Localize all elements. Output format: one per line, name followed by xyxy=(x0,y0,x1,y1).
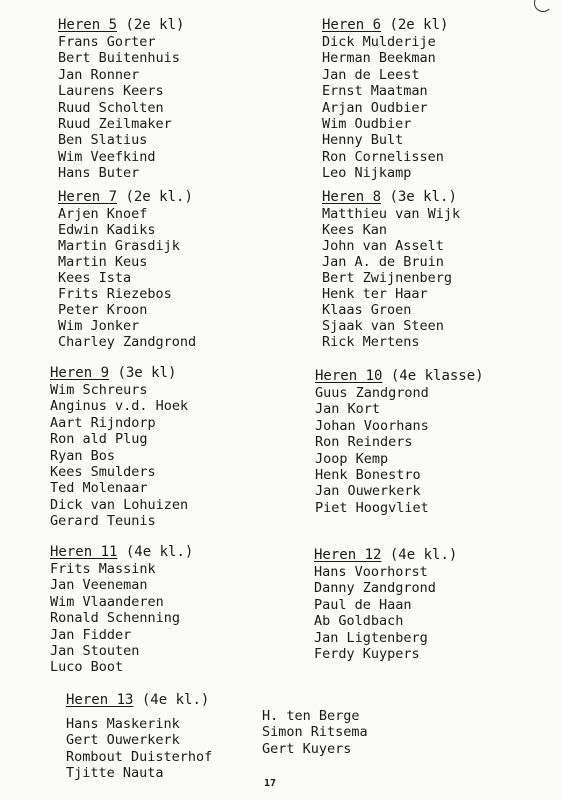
player: Ronald Schenning xyxy=(50,610,181,627)
team-class: (4e kl.) xyxy=(389,547,458,563)
player: Ron Cornelissen xyxy=(322,148,444,165)
team-name: Heren 13 xyxy=(66,692,134,708)
team-name: Heren 12 xyxy=(314,547,382,563)
player: Jan Ronner xyxy=(58,66,140,83)
player: H. ten Berge xyxy=(262,708,360,724)
team-heren-7 xyxy=(58,189,196,350)
player: Aart Rijndorp xyxy=(50,414,156,431)
player: Danny Zandgrond xyxy=(314,580,436,597)
player: Sjaak van Steen xyxy=(322,318,444,334)
player: Gerard Teunis xyxy=(50,513,156,530)
player: Johan Voorhans xyxy=(315,417,429,434)
player: Henk ter Haar xyxy=(322,286,428,302)
team-title xyxy=(58,17,184,33)
team-class: (4e kl.) xyxy=(141,692,210,708)
player: Matthieu van Wijk xyxy=(322,206,461,222)
team-title xyxy=(315,368,484,384)
player: Joop Kemp xyxy=(315,450,389,467)
team-heren-5 xyxy=(58,17,184,182)
player: Ruud Zeilmaker xyxy=(58,116,172,133)
player: Ferdy Kuypers xyxy=(314,646,420,663)
team-name: Heren 7 xyxy=(58,189,118,205)
player: Jan Veeneman xyxy=(50,577,148,594)
player: Ernst Maatman xyxy=(322,83,428,100)
team-heren-11 xyxy=(50,544,193,676)
team-title xyxy=(314,547,457,563)
player: Rombout Duisterhof xyxy=(66,748,213,765)
player: Jan Ouwerkerk xyxy=(315,483,421,500)
player: Hans Maskerink xyxy=(66,716,180,732)
player: Charley Zandgrond xyxy=(58,334,197,350)
team-title xyxy=(322,17,448,33)
player: Gert Kuyers xyxy=(262,740,352,757)
team-heren-10 xyxy=(315,368,484,516)
player: Bert Buitenhuis xyxy=(58,50,180,67)
player: Ted Molenaar xyxy=(50,480,148,497)
team-heren-13-continued xyxy=(262,708,368,757)
team-heren-9 xyxy=(50,365,188,530)
player: Kees Smulders xyxy=(50,464,156,481)
team-title xyxy=(50,544,193,560)
player: Wim Schreurs xyxy=(50,382,148,398)
team-title xyxy=(66,692,212,708)
player: Ruud Scholten xyxy=(58,99,164,116)
player: Frits Massink xyxy=(50,561,156,577)
player: John van Asselt xyxy=(322,238,444,254)
team-title xyxy=(58,189,196,205)
player: Herman Beekman xyxy=(322,50,436,67)
player: Hans Buter xyxy=(58,165,140,182)
player: Piet Hoogvliet xyxy=(315,499,429,516)
player: Wim Jonker xyxy=(58,318,140,334)
player: Jan de Leest xyxy=(322,66,420,83)
player: Simon Ritsema xyxy=(262,724,368,741)
team-class: (4e kl.) xyxy=(125,544,194,560)
player: Gert Ouwerkerk xyxy=(66,732,180,749)
player: Ab Goldbach xyxy=(314,613,404,630)
player: Paul de Haan xyxy=(314,596,412,613)
player: Ben Slatius xyxy=(58,132,148,149)
player: Arjen Knoef xyxy=(58,206,148,222)
player: Henny Bult xyxy=(322,132,404,149)
team-title xyxy=(322,189,460,205)
player: Arjan Oudbier xyxy=(322,99,428,116)
player: Kees Kan xyxy=(322,222,388,238)
player: Wim Veefkind xyxy=(58,148,156,165)
team-heren-6 xyxy=(322,17,448,182)
team-class: (3e kl) xyxy=(117,365,177,381)
player: Peter Kroon xyxy=(58,302,148,318)
player: Wim Vlaanderen xyxy=(50,593,164,610)
team-title xyxy=(50,365,188,381)
team-class: (4e klasse) xyxy=(390,368,484,384)
player: Anginus v.d. Hoek xyxy=(50,398,189,415)
team-class: (2e kl.) xyxy=(125,189,193,205)
player: Ryan Bos xyxy=(50,447,116,464)
corner-scribble xyxy=(534,0,552,12)
player: Dick Mulderije xyxy=(322,34,436,50)
player: Edwin Kadiks xyxy=(58,222,156,238)
player: Ron Reinders xyxy=(315,434,413,451)
page-number: 17 xyxy=(264,778,277,789)
player: Wim Oudbier xyxy=(322,116,412,133)
player: Jan Stouten xyxy=(50,643,140,660)
player: Henk Bonestro xyxy=(315,467,421,484)
player: Ron ald Plug xyxy=(50,431,148,448)
player: Frits Riezebos xyxy=(58,286,172,302)
player: Jan A. de Bruin xyxy=(322,254,444,270)
player: Jan Fidder xyxy=(50,626,132,643)
player: Klaas Groen xyxy=(322,302,412,318)
player: Frans Gorter xyxy=(58,34,156,50)
player: Bert Zwijnenberg xyxy=(322,270,453,286)
team-class: (3e kl.) xyxy=(389,189,457,205)
team-name: Heren 5 xyxy=(58,17,118,33)
team-name: Heren 11 xyxy=(50,544,118,560)
player: Laurens Keers xyxy=(58,83,164,100)
player: Leo Nijkamp xyxy=(322,165,412,182)
team-name: Heren 8 xyxy=(322,189,382,205)
player: Martin Grasdijk xyxy=(58,238,180,254)
team-name: Heren 6 xyxy=(322,17,382,33)
player: Jan Ligtenberg xyxy=(314,629,428,646)
player: Kees Ista xyxy=(58,270,132,286)
player: Dick van Lohuizen xyxy=(50,496,189,513)
player: Martin Keus xyxy=(58,254,148,270)
player: Hans Voorhorst xyxy=(314,564,428,580)
team-class: (2e kl) xyxy=(389,17,449,33)
player: Jan Kort xyxy=(315,401,381,418)
team-heren-13 xyxy=(66,692,212,782)
team-heren-12 xyxy=(314,547,457,662)
team-class: (2e kl) xyxy=(125,17,185,33)
team-name: Heren 9 xyxy=(50,365,110,381)
player: Rick Mertens xyxy=(322,334,420,350)
team-name: Heren 10 xyxy=(315,368,383,384)
team-heren-8 xyxy=(322,189,460,350)
player: Guus Zandgrond xyxy=(315,385,429,401)
player: Luco Boot xyxy=(50,659,124,676)
player: Tjitte Nauta xyxy=(66,765,164,782)
